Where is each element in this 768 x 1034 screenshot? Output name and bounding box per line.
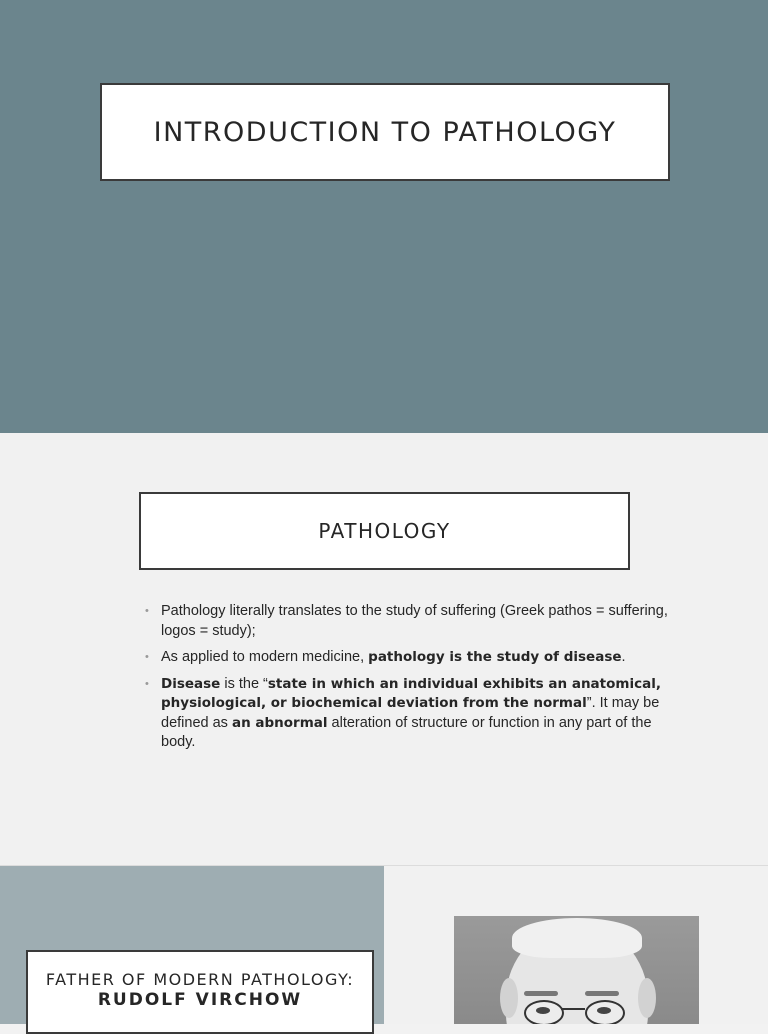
bullet-text: alteration of structure or function in any part of the body. [161, 714, 652, 750]
pathology-heading: PATHOLOGY [318, 519, 451, 543]
virchow-portrait-photo [454, 916, 699, 1024]
father-heading-name: RUDOLF VIRCHOW [97, 990, 303, 1010]
portrait-glasses-bridge [561, 1008, 585, 1010]
pathology-slide [0, 433, 768, 866]
virchow-slide-left [0, 866, 384, 1024]
title-slide [0, 0, 768, 433]
bullet-item [145, 648, 675, 668]
portrait-eye-right [597, 1007, 611, 1014]
bullet-dot-icon: • [145, 605, 149, 617]
bullet-bold-text: Disease [161, 675, 221, 692]
portrait-ear-left [500, 978, 518, 1018]
title-box [100, 83, 670, 181]
bullet-text: is the “ [220, 675, 268, 692]
bullet-text: As applied to modern medicine, [161, 649, 369, 665]
portrait-brow-right [585, 991, 619, 996]
portrait-ear-right [638, 978, 656, 1018]
bullet-list [145, 602, 675, 760]
virchow-slide-right [384, 866, 768, 1024]
portrait-brow-left [524, 991, 558, 996]
bullet-item [145, 675, 675, 753]
bullet-dot-icon: • [145, 677, 149, 690]
bullet-item [145, 602, 675, 641]
pathology-heading-box [139, 492, 630, 570]
bullet-bold-text: an abnormal [231, 714, 328, 731]
portrait-eye-left [536, 1007, 550, 1014]
bullet-dot-icon: • [145, 651, 149, 663]
father-heading-line1: FATHER OF MODERN PATHOLOGY: [45, 970, 355, 989]
father-heading-box [26, 950, 374, 1034]
bullet-text: Pathology literally translates to the study of suffering (Greek pathos = suffering, logos = study); [161, 603, 668, 639]
portrait-hair [512, 918, 642, 958]
slide-title: INTRODUCTION TO PATHOLOGY [153, 116, 617, 148]
bullet-bold-text: state in which an individual exhibits an anatomical, physiological, or biochemical deviation from the normal [161, 675, 661, 711]
bullet-text: . [621, 649, 626, 665]
bullet-bold-text: pathology is the study of disease [368, 649, 622, 665]
bullet-text: ”. It may be defined as [161, 695, 660, 731]
